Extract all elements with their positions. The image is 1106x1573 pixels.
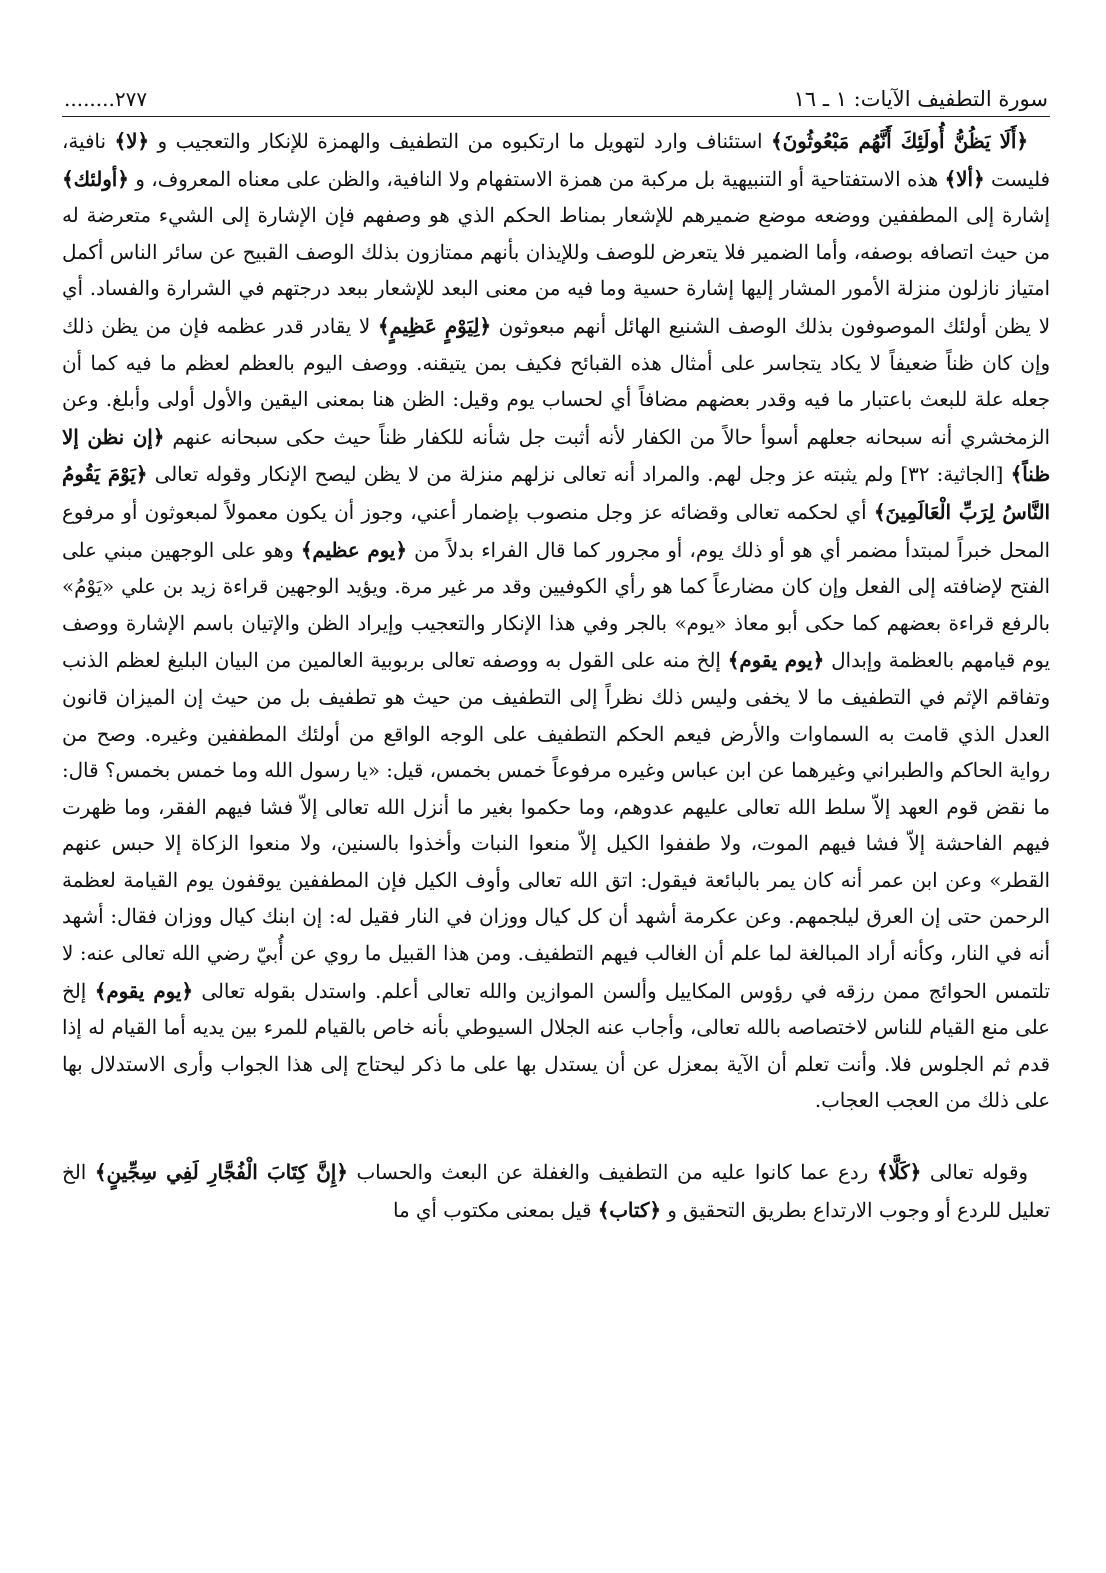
- quran-quote: ﴿لِيَوْمٍ عَظِيمٍ﴾: [377, 313, 491, 338]
- paragraph-spacer: [62, 1120, 1050, 1154]
- page: [62, 84, 1050, 1229]
- quran-quote: ﴿كَلَّا﴾: [876, 1160, 922, 1185]
- running-header: [62, 84, 1050, 117]
- chapter-title: سورة التطفيف الآيات: ١ ـ ١٦: [793, 87, 1048, 111]
- quran-quote: ﴿يوم يقوم﴾: [727, 648, 825, 673]
- commentary-block: [62, 123, 1050, 1229]
- quran-quote: ﴿لا﴾: [114, 129, 149, 153]
- quran-quote: ﴿أولئك﴾: [62, 166, 129, 191]
- quran-quote: ﴿أَلَا يَظُنُّ أُولَئِكَ أَنَّهُم مَبْعُوثُونَ﴾: [771, 129, 1028, 153]
- quran-quote: ﴿يوم يقوم﴾: [94, 978, 193, 1003]
- quran-quote: ﴿يوم عظيم﴾: [300, 537, 407, 562]
- quran-quote: ﴿يَوْمَ يَقُومُ النَّاسُ لِرَبِّ الْعَالَمِينَ﴾: [62, 462, 1050, 524]
- quran-quote: ﴿إن نظن إلا ظناً﴾: [62, 424, 1050, 487]
- commentary-paragraph-1: ﴿أَلَا يَظُنُّ أُولَئِكَ أَنَّهُم مَبْعُوثُونَ﴾ استئناف وارد لتهويل ما ارتكبوه من التطفيف والهمزة للإنكار والتعجيب و ﴿لا﴾ نافية، فليست ﴿ألا﴾ هذه الاستفتاحية أو التنبيهية بل مركبة من همزة الاستفهام ولا النافية، والظن على معناه المعروف، و ﴿أولئك﴾ إشارة إلى المطففين ووضعه موضع ضميرهم للإشعار بمناط الحكم الذي هو وصفهم فإن الإشارة إلى الشيء متعرضة له من حيث اتصافه بوصفه، وأما الضمير فلا يتعرض للوصف وللإيذان بأنهم ممتازون بذلك الوصف القبيح عن سائر الناس أكمل امتياز نازلون منزلة الأمور المشار إليها إشارة حسية وما فيه من معنى البعد للإشعار ببعد درجتهم في الشرارة والفساد. أي لا يظن أولئك الموصوفون بذلك الوصف الشنيع الهائل أنهم مبعوثون ﴿لِيَوْمٍ عَظِيمٍ﴾ لا يقادر قدر عظمه فإن من يظن ذلك وإن كان ظناً ضعيفاً لا يكاد يتجاسر على أمثال هذه القبائح فكيف بمن يتيقنه. ووصف اليوم بالعظم لعظم ما فيه كما أن جعله علة للبعث باعتبار ما فيه وقدر بعضهم مضافاً أي لحساب يوم وقيل: الظن هنا بمعنى اليقين والأول أولى وأبلغ. وعن الزمخشري أنه سبحانه جعلهم أسوأ حالاً من الكفار لأنه أثبت جل شأنه للكفار ظناً حيث حكى سبحانه عنهم ﴿إن نظن إلا ظناً﴾ [الجاثية: ٣٢] ولم يثبته عز وجل لهم. والمراد أنه تعالى نزلهم منزلة من لا يظن ليصح الإنكار وقوله تعالى ﴿يَوْمَ يَقُومُ النَّاسُ لِرَبِّ الْعَالَمِينَ﴾ أي لحكمه تعالى وقضائه عز وجل منصوب بإضمار أعني، وجوز أن يكون معمولاً لمبعوثون أو مرفوع المحل خبراً لمبتدأ مضمر أي هو أو ذلك يوم، أو مجرور كما قال الفراء بدلاً من ﴿يوم عظيم﴾ وهو على الوجهين مبني على الفتح لإضافته إلى الفعل وإن كان مضارعاً كما هو رأي الكوفيين وقد مر غير مرة. ويؤيد الوجهين قراءة زيد بن علي «يَوْمُ» بالرفع قراءة بعضهم كما حكى أبو معاذ «يوم» بالجر وفي هذا الإنكار والتعجيب وإيراد الظن والإتيان باسم الإشارة ووصف يوم قيامهم بالعظمة وإبدال ﴿يوم يقوم﴾ إلخ منه على القول به ووصفه تعالى بربوبية العالمين من البيان البليغ لعظم الذنب وتفاقم الإثم في التطفيف ما لا يخفى وليس ذلك نظراً إلى التطفيف من حيث هو تطفيف بل من حيث إن الميزان قانون العدل الذي قامت به السماوات والأرض فيعم الحكم التطفيف على الوجه الواقع من أولئك المطففين وغيره. وصح من رواية الحاكم والطبراني وغيرهما عن ابن عباس وغيره مرفوعاً خمس بخمس، قيل: «يا رسول الله وما خمس بخمس؟ قال: ما نقض قوم العهد إلاّ سلط الله تعالى عليهم عدوهم، وما حكموا بغير ما أنزل الله تعالى إلاّ فشا فيهم الفقر، وما ظهرت فيهم الفاحشة إلاّ فشا فيهم الموت، ولا طففوا الكيل إلاّ منعوا النبات وأخذوا بالسنين، ولا منعوا الزكاة إلا حبس عنهم القطر» وعن ابن عمر أنه كان يمر بالبائعة فيقول: اتق الله تعالى وأوف الكيل فإن المطففين يوقفون يوم القيامة لعظمة الرحمن حتى إن العرق ليلجمهم. وعن عكرمة أشهد أن كل كيال ووزان في النار فقيل له: إن ابنك كيال ووزان فقال: أشهد أنه في النار، وكأنه أراد المبالغة لما علم أن الغالب فيهم التطفيف. ومن هذا القبيل ما روي عن أُبيّ رضي الله تعالى عنه: لا تلتمس الحوائج ممن رزقه في رؤوس المكاييل وألسن الموازين والله تعالى أعلم. واستدل بقوله تعالى ﴿يوم يقوم﴾ إلخ على منع القيام للناس لاختصاصه بالله تعالى، وأجاب عنه الجلال السيوطي بأنه خاص بالقيام للمرء بين يديه أما القيام له إذا قدم ثم الجلوس فلا. وأنت تعلم أن الآية بمعزل عن أن يستدل بها على ما ذكر ليحتاج إلى هذا الجواب وأرى الاستدلال بها على ذلك من العجب العجاب.: [62, 129, 1050, 1113]
- quran-quote: ﴿كتاب﴾: [597, 1197, 661, 1222]
- quran-quote: ﴿إِنَّ كِتَابَ الْفُجَّارِ لَفِي سِجِّينٍ﴾: [94, 1160, 348, 1185]
- quran-quote: ﴿ألا﴾: [944, 166, 985, 191]
- commentary-paragraph-2: وقوله تعالى ﴿كَلَّا﴾ ردع عما كانوا عليه من التطفيف والغفلة عن البعث والحساب ﴿إِنَّ كِتَابَ الْفُجَّارِ لَفِي سِجِّينٍ﴾ الخ تعليل للردع أو وجوب الارتداع بطريق التحقيق و ﴿كتاب﴾ قيل بمعنى مكتوب أي ما: [62, 1160, 1050, 1222]
- page-number: ........٢٧٧: [64, 87, 148, 111]
